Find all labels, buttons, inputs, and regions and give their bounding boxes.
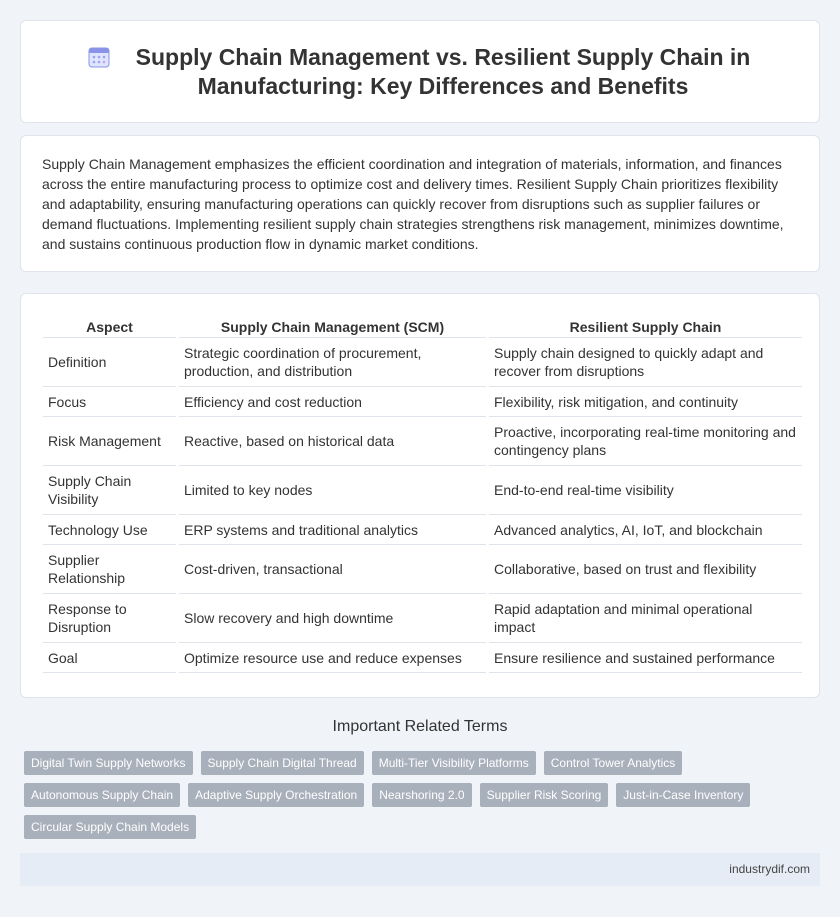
- table-row: [43, 515, 802, 545]
- row-resilient: Proactive, incorporating real-time monitoring and contingency plans: [489, 417, 802, 466]
- row-resilient: Rapid adaptation and minimal operational impact: [489, 594, 802, 643]
- row-resilient: Advanced analytics, AI, IoT, and blockchain: [489, 515, 802, 545]
- calendar-icon: [87, 45, 111, 69]
- related-term-tag[interactable]: Control Tower Analytics: [544, 751, 683, 775]
- row-scm: Optimize resource use and reduce expenses: [179, 643, 486, 673]
- row-scm: Reactive, based on historical data: [179, 417, 486, 466]
- related-term-tag[interactable]: Supply Chain Digital Thread: [201, 751, 364, 775]
- row-aspect: Technology Use: [43, 515, 176, 545]
- row-aspect: Definition: [43, 338, 176, 387]
- row-aspect: Risk Management: [43, 417, 176, 466]
- row-resilient: Supply chain designed to quickly adapt and recover from disruptions: [489, 338, 802, 387]
- related-terms-list: [24, 751, 784, 847]
- row-scm: ERP systems and traditional analytics: [179, 515, 486, 545]
- row-aspect: Response to Disruption: [43, 594, 176, 643]
- intro-card: [20, 135, 820, 272]
- table-row: [43, 466, 802, 515]
- row-scm: Cost-driven, transactional: [179, 545, 486, 594]
- related-term-tag[interactable]: Digital Twin Supply Networks: [24, 751, 193, 775]
- table-row: [43, 594, 802, 643]
- row-resilient: Collaborative, based on trust and flexibility: [489, 545, 802, 594]
- header-scm: Supply Chain Management (SCM): [179, 314, 486, 338]
- table-row: [43, 643, 802, 673]
- intro-paragraph: Supply Chain Management emphasizes the efficient coordination and integration of materials, information, and finances across the entire manufacturing process to optimize cost and delivery times. Resilient Supply Chain prioritizes flexibility and adaptability, ensuring manufacturing operations can quickly recover from disruptions such as supplier failures or demand fluctuations. Implementing resilient supply chain strategies strengthens risk management, minimizes downtime, and sustains continuous production flow in dynamic market conditions.: [42, 156, 784, 252]
- related-term-tag[interactable]: Adaptive Supply Orchestration: [188, 783, 364, 807]
- footer-site-link[interactable]: industrydif.com: [729, 862, 810, 876]
- related-term-tag[interactable]: Nearshoring 2.0: [372, 783, 471, 807]
- row-scm: Strategic coordination of procurement, production, and distribution: [179, 338, 486, 387]
- row-resilient: End-to-end real-time visibility: [489, 466, 802, 515]
- table-row: [43, 545, 802, 594]
- row-scm: Slow recovery and high downtime: [179, 594, 486, 643]
- title-card: [20, 20, 820, 123]
- related-terms-title: Important Related Terms: [332, 718, 508, 735]
- row-resilient: Flexibility, risk mitigation, and continuity: [489, 387, 802, 417]
- row-resilient: Ensure resilience and sustained performance: [489, 643, 802, 673]
- row-scm: Efficiency and cost reduction: [179, 387, 486, 417]
- row-aspect: Focus: [43, 387, 176, 417]
- header-resilient: Resilient Supply Chain: [489, 314, 802, 338]
- row-scm: Limited to key nodes: [179, 466, 486, 515]
- footer: [20, 853, 820, 886]
- related-term-tag[interactable]: Autonomous Supply Chain: [24, 783, 180, 807]
- row-aspect: Supplier Relationship: [43, 545, 176, 594]
- row-aspect: Goal: [43, 643, 176, 673]
- table-row: [43, 417, 802, 466]
- header-aspect: Aspect: [43, 314, 176, 338]
- row-aspect: Supply Chain Visibility: [43, 466, 176, 515]
- page-title: Supply Chain Management vs. Resilient Supply Chain in Manufacturing: Key Differences and Benefits: [135, 43, 751, 99]
- table-row: [43, 387, 802, 417]
- comparison-table: [40, 314, 805, 673]
- related-term-tag[interactable]: Multi-Tier Visibility Platforms: [372, 751, 536, 775]
- table-row: [43, 338, 802, 387]
- related-term-tag[interactable]: Circular Supply Chain Models: [24, 815, 196, 839]
- related-term-tag[interactable]: Supplier Risk Scoring: [480, 783, 609, 807]
- related-term-tag[interactable]: Just-in-Case Inventory: [616, 783, 750, 807]
- comparison-card: [20, 293, 820, 698]
- title-wrap: [47, 43, 793, 101]
- table-header-row: [43, 314, 802, 338]
